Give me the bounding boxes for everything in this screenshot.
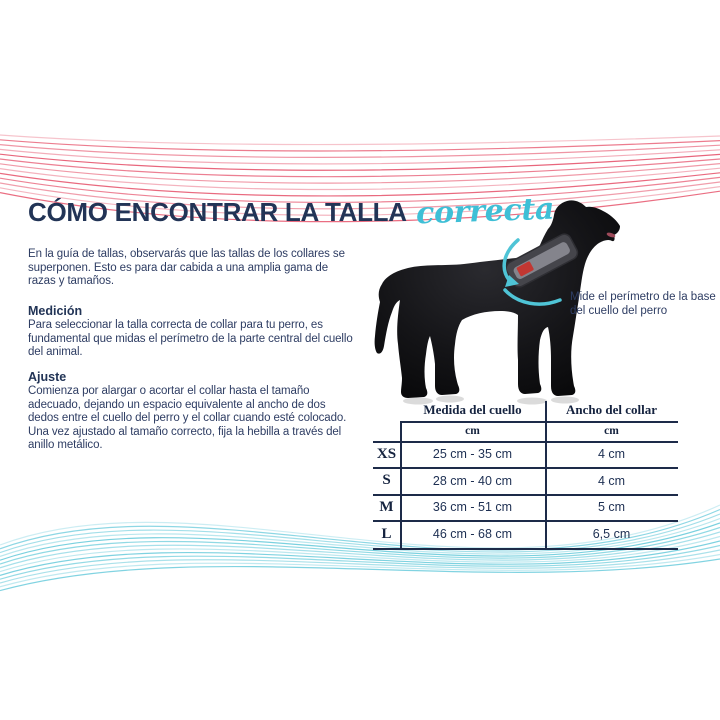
section-heading-ajuste: Ajuste	[28, 370, 67, 384]
page-title-main: CÓMO ENCONTRAR LA TALLA	[28, 197, 407, 227]
neck-cell-s: 28 cm - 40 cm	[432, 473, 513, 488]
unit-cell-neck: cm	[465, 425, 480, 437]
neck-cell-l: 46 cm - 68 cm	[432, 527, 513, 541]
neck-cell-xs: 25 cm - 35 cm	[432, 447, 513, 461]
size-cell-xs: XS	[376, 445, 397, 462]
section-body-ajuste: Comienza por alargar o acortar el collar hasta el tamaño adecuado, dejando un espacio equivalente al ancho de dos dedos entre el cuello del perro y el collar cuando esté colocado. Una vez ajustado al tamaño correcto, fija la hebilla a través del anillo metálico.	[28, 385, 347, 452]
intro-paragraph: En la guía de tallas, observarás que las tallas de los collares se superponen. Esto es para dar cabida a una amplia gama de razas y tamaños.	[28, 248, 345, 288]
size-cell-l: L	[381, 525, 392, 542]
neck-cell-m: 36 cm - 51 cm	[432, 500, 513, 514]
width-cell-m: 5 cm	[597, 500, 626, 514]
size-cell-s: S	[382, 472, 391, 488]
width-cell-l: 6,5 cm	[592, 527, 631, 541]
width-cell-xs: 4 cm	[597, 447, 626, 461]
page-title	[28, 191, 555, 232]
width-cell-s: 4 cm	[597, 473, 626, 488]
size-table	[356, 399, 680, 553]
unit-cell-width: cm	[604, 425, 619, 437]
size-table-header-neck: Medida del cuello	[423, 402, 522, 417]
page-title-accent: correcta	[415, 191, 555, 232]
section-heading-medicion: Medición	[28, 304, 83, 318]
size-cell-m: M	[379, 498, 394, 515]
neck-measure-annotation: Mide el perímetro de la base del cuello del perro	[570, 291, 716, 317]
table-line	[373, 548, 678, 550]
size-table-header-width: Ancho del collar	[566, 402, 657, 417]
section-body-medicion: Para seleccionar la talla correcta de collar para tu perro, es fundamental que midas el perímetro de la parte central del cuello del animal.	[28, 319, 353, 359]
